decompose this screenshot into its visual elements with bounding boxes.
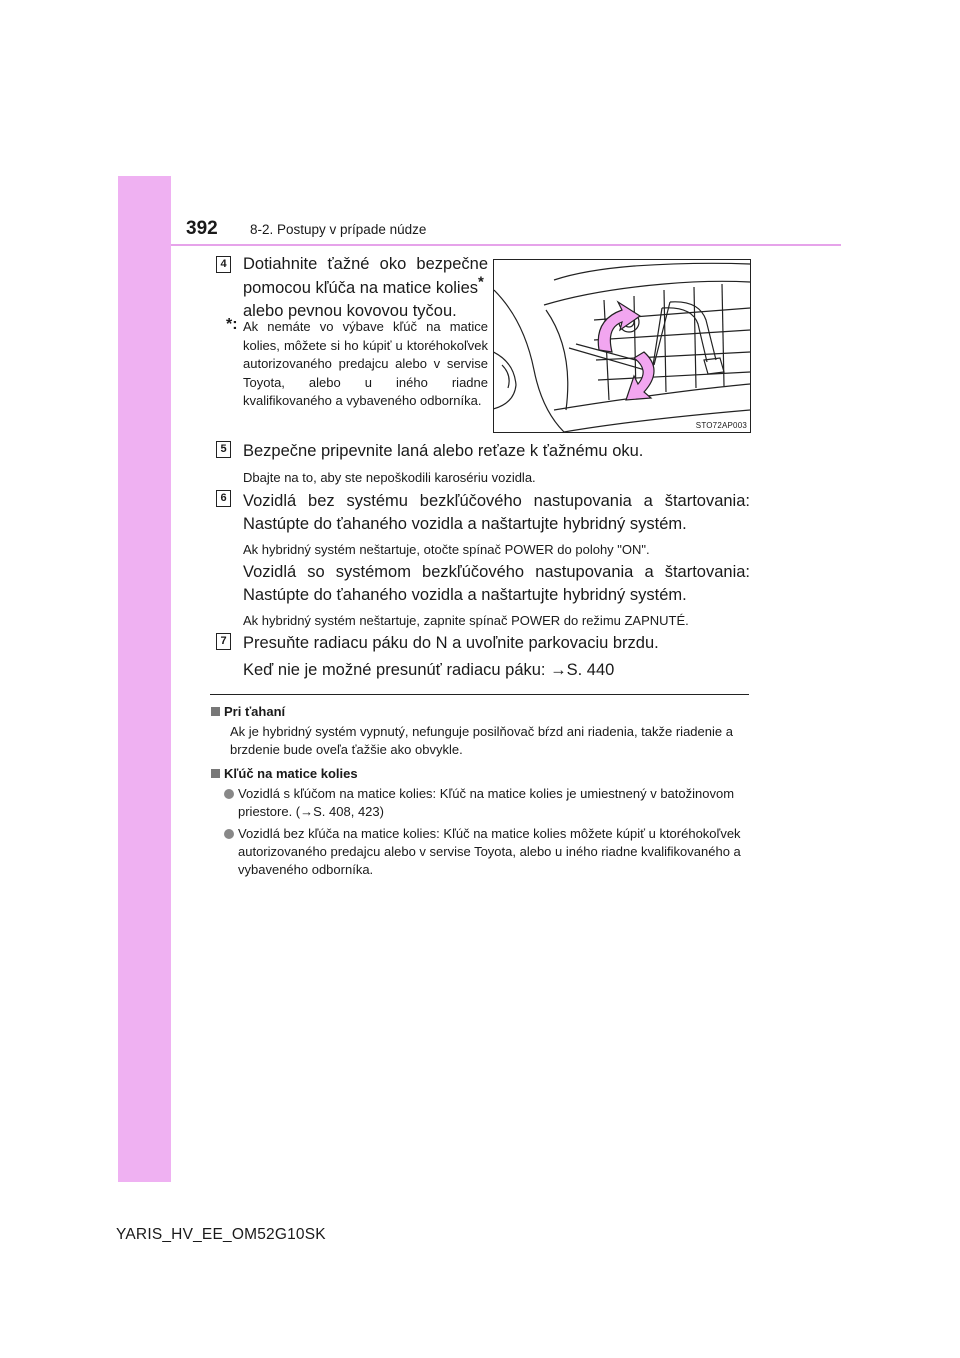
towing-eye-illustration — [493, 259, 751, 433]
step-6-a-line-1: Vozidlá bez systému bezkľúčového nastupovania a štartovania: — [243, 492, 750, 510]
note-body-towing: Ak je hybridný systém vypnutý, nefunguje posilňovač bŕzd ani riadenia, takže riadenie a brzdenie bude oveľa ťažšie ako obvykle. — [230, 724, 733, 757]
step-4-line-2 — [243, 273, 493, 299]
note-bullet-2-text: Vozidlá bez kľúča na matice kolies: Kľúč na matice kolies môžete kúpiť u ktoréhokoľvek autorizovaného predajcu alebo v servise Toyota, alebo u iného riadne kvalifikovaného a vybaveného odborníka. — [238, 826, 741, 877]
footnote — [226, 318, 488, 411]
document-code: YARIS_HV_EE_OM52G10SK — [116, 1226, 326, 1243]
note-bullet-1-text: Vozidlá s kľúčom na matice kolies: Kľúč na matice kolies je umiestnený v batožinovom priestore. (→S. 408, 423) — [238, 786, 735, 819]
note-heading-towing — [211, 704, 285, 719]
page-number: 392 — [186, 218, 218, 239]
footnote-text: Ak nemáte vo výbave kľúč na matice kolies, môžete si ho kúpiť u ktoréhokoľvek autorizovaného predajcu alebo v servise Toyota, alebo u iného riadne kvalifikovaného a vybaveného odborníka. — [243, 319, 488, 408]
towing-eye-drawing — [494, 260, 750, 432]
step-4-line-1: Dotiahnite ťažné oko bezpečne — [243, 255, 488, 273]
step-number-6: 6 — [216, 490, 231, 507]
step-6-a-line-2: Nastúpte do ťahaného vozidla a naštartujte hybridný systém. — [243, 515, 687, 533]
note-heading-towing-text: Pri ťahaní — [224, 704, 286, 719]
step-6-b-sub: Ak hybridný systém neštartuje, zapnite spínač POWER do režimu ZAPNUTÉ. — [243, 613, 689, 628]
step-number-5: 5 — [216, 441, 231, 458]
step-4-line-2-text: pomocou kľúča na matice kolies — [243, 279, 479, 297]
note-heading-wrench — [211, 766, 358, 781]
notes-divider — [210, 694, 749, 695]
chapter-sidebar-tab — [118, 176, 171, 1182]
note-heading-wrench-text: Kľúč na matice kolies — [224, 766, 358, 781]
note-bullet-1 — [224, 785, 743, 821]
footnote-star: * — [478, 273, 484, 291]
round-bullet-icon — [224, 829, 234, 839]
step-6-b-line-1: Vozidlá so systémom bezkľúčového nastupovania a štartovania: — [243, 563, 750, 581]
step-7-text: Presuňte radiacu páku do N a uvoľnite parkovaciu brzdu. — [243, 634, 659, 652]
step-4-line-3: alebo pevnou kovovou tyčou. — [243, 302, 457, 320]
step-5-sub: Dbajte na to, aby ste nepoškodili karosériu vozidla. — [243, 470, 536, 485]
step-number-7: 7 — [216, 633, 231, 650]
step-6-a-sub: Ak hybridný systém neštartuje, otočte spínač POWER do polohy "ON". — [243, 542, 650, 557]
header-divider — [171, 244, 841, 246]
square-bullet-icon — [211, 707, 220, 716]
note-bullet-2 — [224, 825, 743, 879]
step-7-sub: Keď nie je možné presunúť radiacu páku: →S. 440 — [243, 661, 615, 679]
step-6-b-line-2: Nastúpte do ťahaného vozidla a naštartujte hybridný systém. — [243, 586, 687, 604]
chapter-title: 8-2. Postupy v prípade núdze — [250, 222, 427, 237]
footnote-marker: *: — [226, 316, 238, 333]
round-bullet-icon — [224, 789, 234, 799]
step-5-text: Bezpečne pripevnite laná alebo reťaze k ťažnému oku. — [243, 442, 644, 460]
square-bullet-icon — [211, 769, 220, 778]
figure-code: STO72AP003 — [695, 421, 747, 430]
step-number-4: 4 — [216, 256, 231, 273]
